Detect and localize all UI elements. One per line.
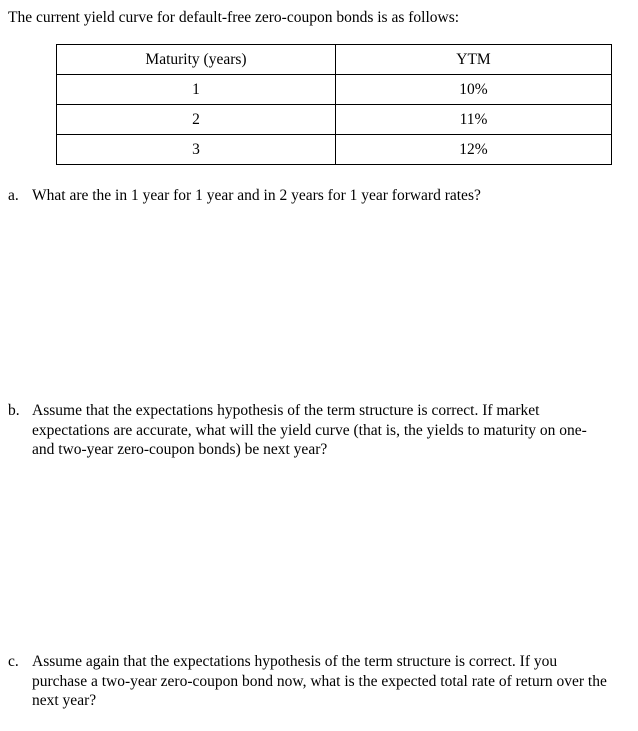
question-a [8,186,608,206]
table-row [57,105,612,135]
question-b [8,401,608,460]
question-text: Assume that the expectations hypothesis of the term structure is correct. If market expectations are accurate, what will the yield curve (that is, the yields to maturity on one- and two-year zero-coupon bonds) be next year? [32,402,587,458]
table-row [57,75,612,105]
question-label: a. [8,187,19,204]
header-ytm: YTM [336,45,612,75]
question-label: b. [8,402,20,419]
table-row [57,135,612,165]
cell-maturity: 2 [57,105,336,135]
table-header-row [57,45,612,75]
question-text: Assume again that the expectations hypothesis of the term structure is correct. If you purchase a two-year zero-coupon bond now, what is the expected total rate of return over the next year? [32,653,607,709]
question-label: c. [8,653,19,670]
yield-curve-table [56,44,612,165]
cell-ytm: 11% [336,105,612,135]
cell-ytm: 12% [336,135,612,165]
header-maturity: Maturity (years) [57,45,336,75]
question-c [8,652,608,711]
cell-maturity: 1 [57,75,336,105]
intro-text: The current yield curve for default-free zero-coupon bonds is as follows: [8,9,460,26]
cell-ytm: 10% [336,75,612,105]
cell-maturity: 3 [57,135,336,165]
question-text: What are the in 1 year for 1 year and in 2 years for 1 year forward rates? [32,187,481,204]
